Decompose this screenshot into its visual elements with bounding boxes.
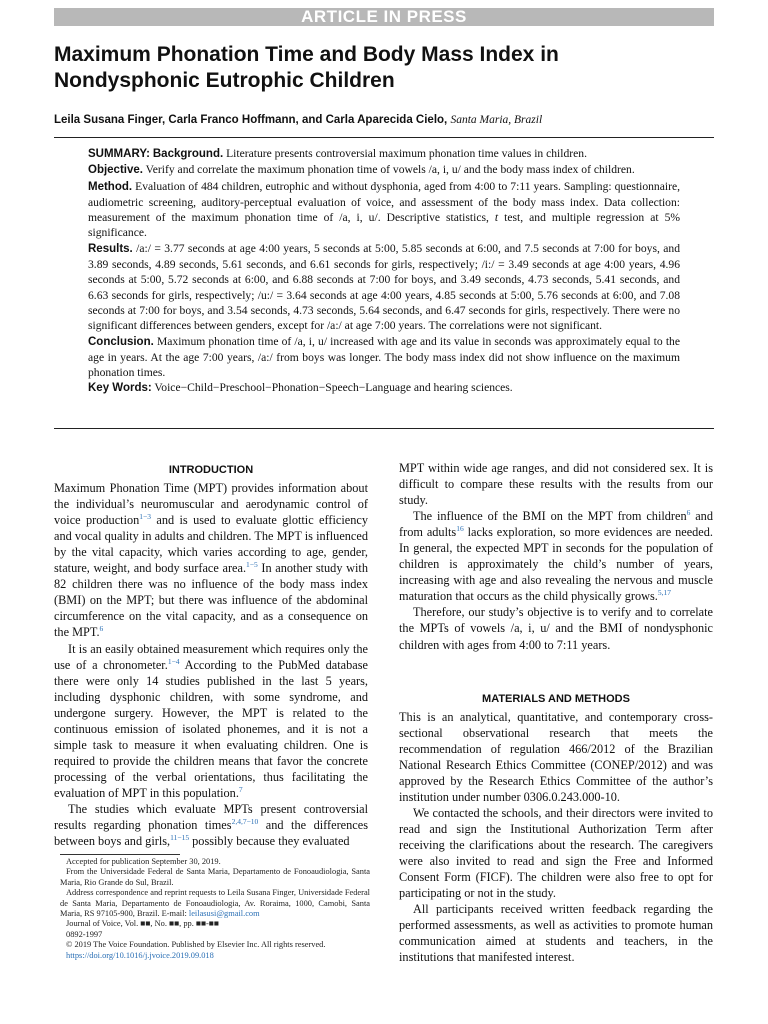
conclusion-label: Conclusion. (88, 335, 154, 348)
intro-paragraph-2: It is an easily obtained measurement which requires only the use of a chronometer.$^{1-4}$ According to the PubMed database there were only 14 studies published in the last 5 years, including dysphonic children, with some syndrome, and undergone surgery. However, the MPT is related to the continuous emission of isolated phonemes, and it is not a simple task to measure it when evaluating children. One is required to provide the children means that favor the concrete processing of the verbal orientations, thus facilitating the evaluation of MPT in this population.$^7$ (54, 641, 368, 800)
citation-link[interactable]: 16 (456, 524, 464, 534)
abstract-method (88, 179, 680, 241)
abstract-background (88, 146, 680, 162)
methods-heading: MATERIALS AND METHODS (482, 692, 630, 705)
doi-link[interactable]: https://doi.org/10.1016/j.jvoice.2019.09.018 (66, 950, 214, 960)
results-label: Results. (88, 242, 133, 255)
left-column (54, 462, 368, 849)
footnote-address: Address correspondence and reprint requests to Leila Susana Finger, Universidade Federal de Santa Maria, Departamento de Fonoaudiologia, Av. Roraima, 1000, Camobi, Santa Maria, RS 97105-900, Brazil. E-mail: leilasusi@gmail.com (60, 888, 370, 919)
methods-paragraph-2: We contacted the schools, and their directors were invited to read and sign the Institutional Authorization Term after receiving the clarifications about the research. The caregivers were also invited to read and sign the Free and Informed Consent Form (FICF). The children were also free to opt for participating or not in the study. (399, 805, 713, 901)
method-label: Method. (88, 180, 133, 193)
abstract (88, 146, 680, 397)
method-t-symbol: t (494, 211, 499, 225)
author-email-link[interactable]: leilasusi@gmail.com (188, 909, 260, 919)
abstract-bottom-rule (54, 428, 714, 429)
intro-paragraph-1: Maximum Phonation Time (MPT) provides information about the individual’s neuromuscular and aerodynamic control of voice production$^{1-3}$ and is used to evaluate glottic efficiency and vocal quality in adults and children. The MPT is influenced by the vital capacity, which varies according to age, gender, stature, weight, and body surface area.$^{1-5}$ In another study with 82 children there was no influence of the body mass index (BMI) on the MPT; but there was influence of the abdominal circumference on the vital capacity, and as a consequence on the MPT.$^6$ (54, 481, 368, 640)
objective-text: Verify and correlate the maximum phonation time of vowels /a, i, u/ and the body mass index of children. (145, 163, 635, 177)
citation-link[interactable]: 6 (686, 508, 691, 518)
footnote-affiliation: From the Universidade Federal de Santa Maria, Departamento de Fonoaudiologia, Santa Maria, Rio Grande do Sul, Brazil. (60, 867, 370, 887)
section-spacer (399, 653, 713, 691)
methods-paragraph-3: All participants received written feedback regarding the performed assessments, as well as activities to promote human communication aimed at students and teachers, in the institutions that manifested interest. (399, 902, 713, 965)
footnote-accepted: Accepted for publication September 30, 2019. (66, 857, 221, 866)
method-text-end: test, and multiple regression at 5% significance. (88, 211, 681, 240)
citation-link[interactable]: 1−3 (139, 512, 152, 522)
background-label: Background. (152, 148, 224, 160)
background-text: Literature presents controversial maximum phonation time values in children. (226, 147, 587, 160)
abstract-top-rule (54, 137, 714, 138)
author-location: Santa Maria, Brazil (450, 114, 543, 126)
footnote-rule (60, 854, 180, 855)
citation-link[interactable]: 6 (99, 624, 104, 634)
article-in-press-banner: ARTICLE IN PRESS (54, 8, 714, 26)
keywords-label: Key Words: (88, 382, 152, 395)
intro-paragraph-4: MPT within wide age ranges, and did not considered sex. It is difficult to compare these results with the results from our study. (399, 461, 713, 508)
introduction-heading: INTRODUCTION (168, 464, 254, 476)
abstract-conclusion (88, 334, 680, 381)
citation-link[interactable]: 1−4 (167, 656, 180, 666)
citation-link[interactable]: 2,4,7−10 (231, 816, 259, 826)
methods-paragraph-1: This is an analytical, quantitative, and contemporary cross-sectional observational research that meets the recommendation of regulation 466/2012 of the Brazilian National Research Ethics Committee (CONEP/2012) and was approved by the Research Ethics Committee of the author’s institution under number 0306.0.243.000-10. (399, 709, 713, 804)
footnote-journal: Journal of Voice, Vol. ■■, No. ■■, pp. ■■-■■ (66, 919, 219, 929)
intro-paragraph-6: Therefore, our study’s objective is to verify and to correlate the MPTs of vowels /a, i, u/ and the BMI of nondysphonic children with ages from 4:00 to 7:11 years. (399, 605, 713, 652)
keywords-text: Voice−Child−Preschool−Phonation−Speech−Language and hearing sciences. (154, 381, 513, 395)
footnote-copyright: © 2019 The Voice Foundation. Published by Elsevier Inc. All rights reserved. (66, 940, 326, 950)
footnote-issn: 0892-1997 (66, 929, 103, 939)
intro-paragraph-3: The studies which evaluate MPTs present controversial results regarding phonation times$^{2,4,7-10}$ and the differences between boys and girls,$^{11-15}$ possibly because they evaluated (54, 801, 368, 849)
citation-link[interactable]: 7 (238, 784, 243, 794)
footnotes (60, 857, 370, 961)
citation-link[interactable]: 1−5 (246, 560, 258, 570)
summary-label: SUMMARY: (88, 148, 150, 160)
footnote-doi (60, 951, 370, 961)
objective-label: Objective. (88, 164, 143, 177)
citation-link[interactable]: 5,17 (657, 588, 671, 598)
abstract-results (88, 241, 680, 334)
intro-paragraph-5: The influence of the BMI on the MPT from children$^6$ and from adults$^{16}$ lacks exploration, so more evidences are needed. In general, the expected MPT in seconds for the population of children is approximately the child’s number of years, increasing with age and also revealing the nervous and muscle maturation that occurs as the child physically grows.$^{5,17}$ (399, 508, 713, 604)
abstract-keywords (88, 380, 680, 396)
article-title: Maximum Phonation Time and Body Mass Index in Nondysphonic Eutrophic Children (54, 43, 559, 92)
conclusion-text: Maximum phonation time of /a, i, u/ increased with age and its value in seconds was approximately equal to the age in years. At the age 7:00 years, /a:/ from boys was longer. The body mass index did not show influence on the maximum phonation times. (88, 334, 680, 380)
author-names: Leila Susana Finger, Carla Franco Hoffmann, and Carla Aparecida Cielo, (54, 114, 448, 126)
method-text: Evaluation of 484 children, eutrophic and without dysphonia, aged from 4:00 to 7:11 years. Sampling: questionnaire, audiometric screening, auditory-perceptual evaluation of voice, and assessment of the body mass index. Data collection: measurement of the maximum phonation time of /a, i, u/. Descriptive statistics, (88, 179, 680, 225)
abstract-objective (88, 162, 680, 178)
results-text: /a:/ = 3.77 seconds at age 4:00 years, 5 seconds at 5:00, 5.85 seconds at 6:00, and 7.5 seconds at 7:00 for boys, and 3.89 seconds, 4.89 seconds, 5.61 seconds, and 6.61 seconds for girls, respectively; /i:/ = 3.49 seconds at age 4:00 years, 4.96 seconds at 5:00, 5.72 seconds at 6:00, and 6.88 seconds at 7:00 for boys, and 3.49 seconds, 4.73 seconds, 5.41 seconds, and 6.63 seconds for girls, respectively; /u:/ = 3.64 seconds at age 4:00 years, 4.85 seconds at 5:00, 5.76 seconds at 6:00, and 7.08 seconds at 7:00 for boys, and 3.54 seconds, 4.73 seconds, 5.64 seconds, and 6.47 seconds for girls, respectively. There were no significant differences between genders, except for /a:/ at age 7:00 years. The correlations were not significant. (88, 241, 680, 333)
citation-link[interactable]: 11−15 (170, 832, 190, 842)
right-column (399, 460, 713, 965)
author-line (54, 112, 714, 128)
